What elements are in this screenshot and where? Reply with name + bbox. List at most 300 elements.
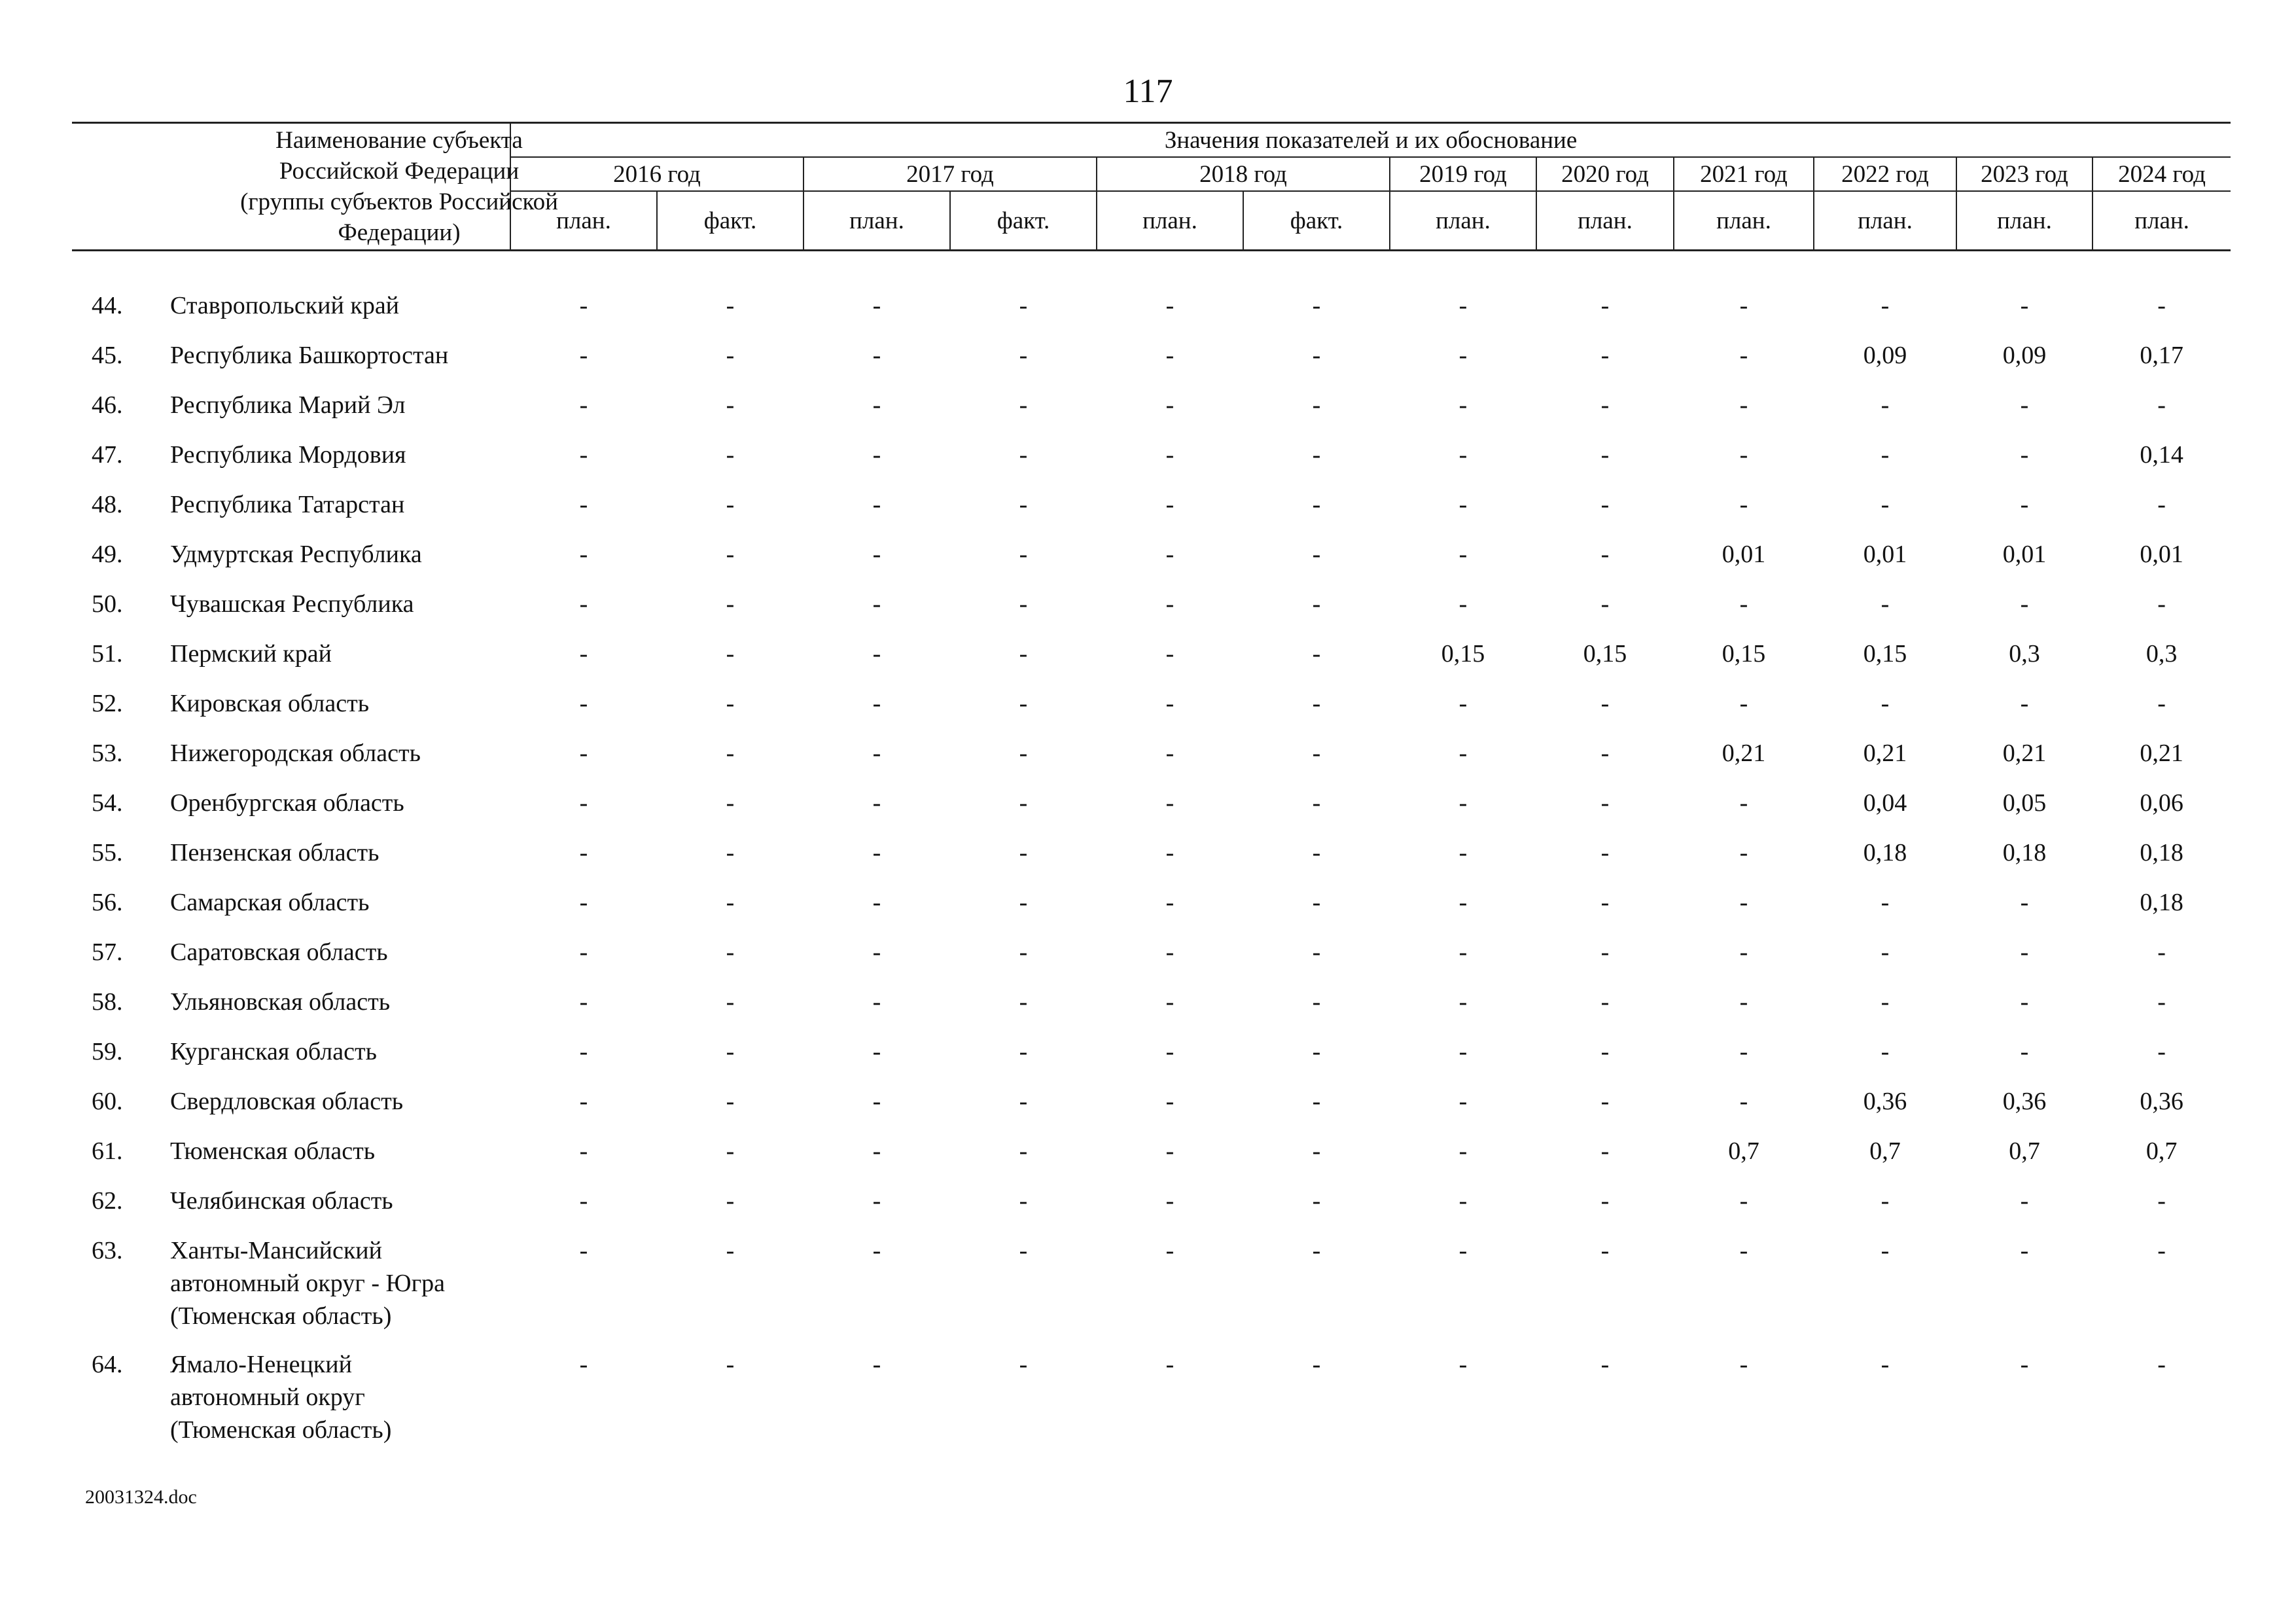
year-header: 2016 год: [510, 157, 804, 191]
plan-header: план.: [510, 191, 657, 251]
value-cell: -: [872, 342, 881, 369]
subject-name: Удмуртская Республика: [170, 541, 422, 568]
value-cell: -: [1312, 1351, 1321, 1378]
value-cell: -: [1881, 1038, 1890, 1065]
value-cell: -: [1312, 1187, 1321, 1215]
value-cell: -: [579, 541, 588, 568]
value-cell: 0,21: [1722, 740, 1766, 767]
value-cell: -: [1600, 1237, 1610, 1264]
value-cell: -: [1019, 391, 1028, 419]
value-cell: 0,14: [2140, 441, 2183, 469]
value-cell: -: [2020, 690, 2029, 717]
subject-name: Самарская область: [170, 889, 370, 916]
table-row: [72, 679, 2231, 729]
value-cell: -: [1312, 839, 1321, 866]
value-cell: -: [872, 1038, 881, 1065]
value-cell: -: [579, 491, 588, 518]
table-row: [72, 381, 2231, 431]
value-cell: 0,7: [2009, 1137, 2040, 1165]
value-cell: 0,21: [1863, 740, 1907, 767]
table-row: [72, 480, 2231, 530]
plan-header: план.: [1956, 191, 2093, 251]
value-cell: -: [1458, 441, 1468, 469]
value-cell: -: [579, 839, 588, 866]
value-cell: -: [1739, 342, 1748, 369]
value-cell: -: [1165, 441, 1174, 469]
value-cell: -: [1881, 1237, 1890, 1264]
value-cell: -: [1458, 1351, 1468, 1378]
value-cell: -: [1739, 839, 1748, 866]
table-row: [72, 829, 2231, 878]
value-cell: -: [1600, 740, 1610, 767]
value-cell: -: [872, 839, 881, 866]
value-cell: -: [872, 938, 881, 966]
value-cell: -: [1739, 988, 1748, 1016]
value-cell: -: [726, 1237, 735, 1264]
value-cell: -: [1312, 441, 1321, 469]
value-cell: -: [726, 690, 735, 717]
value-cell: -: [1312, 342, 1321, 369]
row-number: 45.: [92, 342, 123, 369]
row-number: 53.: [92, 740, 123, 767]
value-cell: -: [1739, 1351, 1748, 1378]
fact-header: факт.: [1243, 191, 1390, 251]
value-cell: -: [1312, 640, 1321, 668]
value-cell: -: [1312, 690, 1321, 717]
value-cell: -: [872, 1351, 881, 1378]
row-number: 48.: [92, 491, 123, 518]
value-cell: -: [579, 391, 588, 419]
value-cell: -: [1312, 789, 1321, 817]
value-cell: -: [1019, 1351, 1028, 1378]
value-cell: -: [1165, 839, 1174, 866]
value-cell: -: [1019, 640, 1028, 668]
value-cell: -: [1165, 740, 1174, 767]
table-row: [72, 1027, 2231, 1077]
row-number: 44.: [92, 292, 123, 319]
value-cell: -: [1019, 889, 1028, 916]
value-cell: 0,3: [2146, 640, 2178, 668]
value-cell: -: [1312, 988, 1321, 1016]
value-cell: 0,09: [2002, 342, 2047, 369]
value-cell: -: [872, 889, 881, 916]
value-cell: 0,18: [2140, 839, 2183, 866]
value-cell: -: [1312, 541, 1321, 568]
value-cell: -: [1600, 988, 1610, 1016]
value-cell: 0,36: [1863, 1088, 1907, 1115]
indicator-table: [72, 122, 2231, 1454]
subject-name: Пермский край: [170, 640, 332, 668]
value-cell: -: [872, 292, 881, 319]
table-row: [72, 729, 2231, 779]
value-cell: -: [726, 441, 735, 469]
value-cell: 0,21: [2140, 740, 2183, 767]
value-cell: -: [579, 590, 588, 618]
value-cell: -: [1600, 839, 1610, 866]
value-cell: -: [2020, 1187, 2029, 1215]
value-cell: -: [1458, 1088, 1468, 1115]
value-cell: -: [1165, 988, 1174, 1016]
value-cell: -: [1458, 1187, 1468, 1215]
values-header: Значения показателей и их обоснование: [510, 123, 2231, 158]
value-cell: -: [726, 789, 735, 817]
value-cell: -: [1739, 1038, 1748, 1065]
table-row: [72, 530, 2231, 580]
value-cell: -: [1458, 789, 1468, 817]
value-cell: 0,01: [1863, 541, 1907, 568]
value-cell: -: [1312, 1088, 1321, 1115]
value-cell: -: [1739, 889, 1748, 916]
plan-header: план.: [2093, 191, 2231, 251]
value-cell: -: [1458, 690, 1468, 717]
table-header: [72, 123, 2231, 251]
value-cell: -: [2020, 1038, 2029, 1065]
value-cell: -: [2157, 690, 2166, 717]
value-cell: -: [1312, 491, 1321, 518]
value-cell: -: [1881, 391, 1890, 419]
value-cell: -: [1881, 292, 1890, 319]
value-cell: -: [1600, 938, 1610, 966]
value-cell: 0,18: [1863, 839, 1907, 866]
plan-header: план.: [804, 191, 950, 251]
year-header: 2019 год: [1390, 157, 1536, 191]
fact-header: факт.: [950, 191, 1097, 251]
subject-name: Ставропольский край: [170, 292, 400, 319]
plan-header: план.: [1674, 191, 1814, 251]
subject-name: Пензенская область: [170, 839, 380, 866]
row-number: 62.: [92, 1187, 123, 1215]
value-cell: 0,01: [2002, 541, 2047, 568]
value-cell: -: [1165, 391, 1174, 419]
value-cell: -: [1600, 541, 1610, 568]
value-cell: -: [1312, 889, 1321, 916]
value-cell: -: [872, 690, 881, 717]
value-cell: -: [1312, 1237, 1321, 1264]
value-cell: -: [2157, 938, 2166, 966]
value-cell: -: [1165, 938, 1174, 966]
value-cell: -: [1312, 292, 1321, 319]
value-cell: 0,7: [1869, 1137, 1901, 1165]
value-cell: -: [1881, 988, 1890, 1016]
table-row: [72, 331, 2231, 381]
subject-name: Республика Марий Эл: [170, 391, 406, 419]
value-cell: -: [1600, 889, 1610, 916]
row-number: 58.: [92, 988, 123, 1016]
value-cell: -: [1312, 590, 1321, 618]
value-cell: -: [2020, 1237, 2029, 1264]
value-cell: -: [1165, 342, 1174, 369]
value-cell: -: [726, 1137, 735, 1165]
value-cell: -: [1165, 1187, 1174, 1215]
plan-header: план.: [1536, 191, 1674, 251]
table-row: [72, 1340, 2231, 1454]
value-cell: -: [726, 889, 735, 916]
value-cell: 0,7: [1728, 1137, 1759, 1165]
row-number: 60.: [92, 1088, 123, 1115]
subject-name: Чувашская Республика: [170, 590, 414, 618]
value-cell: -: [579, 640, 588, 668]
value-cell: -: [1312, 1038, 1321, 1065]
year-header: 2021 год: [1674, 157, 1814, 191]
subject-name: Ханты-Мансийский автономный округ - Югра (Тюменская область): [170, 1237, 446, 1330]
value-cell: -: [726, 839, 735, 866]
value-cell: -: [1881, 1187, 1890, 1215]
value-cell: -: [1458, 292, 1468, 319]
value-cell: 0,15: [1441, 640, 1485, 668]
value-cell: -: [1312, 938, 1321, 966]
value-cell: -: [1458, 1237, 1468, 1264]
value-cell: -: [1019, 839, 1028, 866]
row-number: 57.: [92, 938, 123, 966]
table-row: [72, 1177, 2231, 1226]
row-number: 55.: [92, 839, 123, 866]
year-header: 2024 год: [2093, 157, 2231, 191]
value-cell: -: [1458, 541, 1468, 568]
row-number: 46.: [92, 391, 123, 419]
row-number: 51.: [92, 640, 123, 668]
value-cell: -: [579, 1351, 588, 1378]
value-cell: 0,36: [2002, 1088, 2047, 1115]
value-cell: -: [726, 342, 735, 369]
value-cell: -: [872, 441, 881, 469]
value-cell: -: [872, 789, 881, 817]
value-cell: -: [1019, 1038, 1028, 1065]
value-cell: -: [1458, 491, 1468, 518]
value-cell: -: [1458, 938, 1468, 966]
value-cell: -: [872, 640, 881, 668]
value-cell: -: [1019, 541, 1028, 568]
plan-header: план.: [1390, 191, 1536, 251]
subject-name: Свердловская область: [170, 1088, 404, 1115]
value-cell: -: [726, 938, 735, 966]
page-number: 117: [1123, 73, 1173, 110]
subject-column-header: Наименование субъекта Российской Федерации (группы субъектов Российской Федерации): [72, 123, 510, 251]
value-cell: -: [2020, 590, 2029, 618]
value-cell: -: [2157, 1187, 2166, 1215]
value-cell: -: [1165, 1088, 1174, 1115]
value-cell: -: [1881, 491, 1890, 518]
table-row: [72, 878, 2231, 928]
value-cell: -: [1600, 1187, 1610, 1215]
value-cell: -: [726, 1088, 735, 1115]
year-header: 2018 год: [1097, 157, 1390, 191]
row-number: 61.: [92, 1137, 123, 1165]
value-cell: -: [1881, 889, 1890, 916]
table-row: [72, 779, 2231, 829]
plan-header: план.: [1814, 191, 1956, 251]
value-cell: 0,05: [2002, 789, 2047, 817]
value-cell: 0,15: [1583, 640, 1627, 668]
subject-name: Кировская область: [170, 690, 370, 717]
value-cell: -: [579, 1038, 588, 1065]
value-cell: -: [579, 1187, 588, 1215]
value-cell: -: [1165, 541, 1174, 568]
year-header: 2017 год: [804, 157, 1097, 191]
value-cell: -: [1019, 1137, 1028, 1165]
table-row: [72, 431, 2231, 480]
value-cell: -: [579, 342, 588, 369]
subject-name: Курганская область: [170, 1038, 377, 1065]
value-cell: -: [872, 740, 881, 767]
value-cell: -: [872, 1237, 881, 1264]
value-cell: -: [1019, 590, 1028, 618]
value-cell: -: [1019, 1088, 1028, 1115]
value-cell: -: [726, 590, 735, 618]
table-row: [72, 281, 2231, 331]
value-cell: -: [1312, 391, 1321, 419]
year-header: 2023 год: [1956, 157, 2093, 191]
row-number: 56.: [92, 889, 123, 916]
value-cell: -: [1458, 391, 1468, 419]
table-row: [72, 1127, 2231, 1177]
value-cell: -: [1881, 441, 1890, 469]
value-cell: -: [1019, 342, 1028, 369]
value-cell: -: [1600, 342, 1610, 369]
value-cell: -: [872, 1187, 881, 1215]
value-cell: -: [2020, 292, 2029, 319]
row-number: 54.: [92, 789, 123, 817]
value-cell: -: [2157, 391, 2166, 419]
value-cell: -: [2020, 889, 2029, 916]
value-cell: -: [1165, 1038, 1174, 1065]
fact-header: факт.: [657, 191, 804, 251]
subject-name: Ямало-Ненецкий автономный округ (Тюменская область): [170, 1351, 392, 1444]
value-cell: -: [1019, 938, 1028, 966]
value-cell: -: [1739, 789, 1748, 817]
subject-name: Республика Татарстан: [170, 491, 405, 518]
value-cell: -: [1312, 1137, 1321, 1165]
value-cell: -: [2157, 1237, 2166, 1264]
value-cell: -: [872, 1137, 881, 1165]
value-cell: -: [579, 292, 588, 319]
value-cell: -: [872, 590, 881, 618]
value-cell: -: [1165, 491, 1174, 518]
subject-name: Саратовская область: [170, 938, 388, 966]
value-cell: 0,15: [1722, 640, 1766, 668]
value-cell: -: [2157, 491, 2166, 518]
row-number: 50.: [92, 590, 123, 618]
value-cell: -: [872, 541, 881, 568]
value-cell: 0,01: [2140, 541, 2183, 568]
value-cell: -: [579, 988, 588, 1016]
table-row: [72, 1077, 2231, 1127]
value-cell: -: [1458, 342, 1468, 369]
value-cell: -: [872, 1088, 881, 1115]
value-cell: -: [1165, 690, 1174, 717]
value-cell: -: [1165, 640, 1174, 668]
value-cell: -: [1600, 292, 1610, 319]
value-cell: 0,3: [2009, 640, 2040, 668]
row-number: 64.: [92, 1351, 123, 1378]
value-cell: -: [579, 690, 588, 717]
value-cell: -: [1019, 292, 1028, 319]
table-row: [72, 1226, 2231, 1340]
value-cell: 0,18: [2002, 839, 2047, 866]
value-cell: -: [1165, 292, 1174, 319]
value-cell: -: [1458, 889, 1468, 916]
value-cell: -: [1739, 441, 1748, 469]
value-cell: -: [1739, 690, 1748, 717]
value-cell: -: [2020, 988, 2029, 1016]
value-cell: -: [1600, 1351, 1610, 1378]
value-cell: -: [726, 1187, 735, 1215]
value-cell: -: [726, 292, 735, 319]
value-cell: -: [1600, 1137, 1610, 1165]
value-cell: -: [1600, 1088, 1610, 1115]
value-cell: -: [579, 441, 588, 469]
value-cell: -: [1739, 1088, 1748, 1115]
row-number: 47.: [92, 441, 123, 469]
value-cell: 0,18: [2140, 889, 2183, 916]
value-cell: -: [726, 541, 735, 568]
value-cell: 0,01: [1722, 541, 1766, 568]
value-cell: -: [2020, 441, 2029, 469]
value-cell: -: [1019, 690, 1028, 717]
subject-name: Республика Мордовия: [170, 441, 406, 469]
value-cell: -: [2157, 1351, 2166, 1378]
value-cell: -: [1600, 590, 1610, 618]
value-cell: -: [1458, 988, 1468, 1016]
year-header: 2022 год: [1814, 157, 1956, 191]
value-cell: -: [579, 889, 588, 916]
value-cell: 0,17: [2140, 342, 2183, 369]
value-cell: -: [1739, 1237, 1748, 1264]
table-body: [72, 251, 2231, 1455]
subject-name: Ульяновская область: [170, 988, 391, 1016]
value-cell: -: [1165, 889, 1174, 916]
value-cell: -: [1600, 441, 1610, 469]
value-cell: 0,09: [1863, 342, 1907, 369]
subject-name: Оренбургская область: [170, 789, 404, 817]
value-cell: -: [726, 1038, 735, 1065]
value-cell: -: [1458, 1038, 1468, 1065]
value-cell: -: [1019, 1187, 1028, 1215]
value-cell: -: [1739, 292, 1748, 319]
value-cell: -: [1458, 839, 1468, 866]
value-cell: -: [1739, 391, 1748, 419]
value-cell: -: [2020, 491, 2029, 518]
value-cell: 0,7: [2146, 1137, 2178, 1165]
value-cell: -: [1600, 789, 1610, 817]
row-number: 49.: [92, 541, 123, 568]
subject-name: Республика Башкортостан: [170, 342, 449, 369]
value-cell: -: [2157, 590, 2166, 618]
value-cell: -: [1165, 789, 1174, 817]
value-cell: -: [1312, 740, 1321, 767]
table-row: [72, 928, 2231, 978]
value-cell: -: [579, 1237, 588, 1264]
plan-header: план.: [1097, 191, 1243, 251]
table-row: [72, 580, 2231, 630]
value-cell: -: [1165, 1137, 1174, 1165]
value-cell: -: [579, 938, 588, 966]
value-cell: -: [2020, 1351, 2029, 1378]
value-cell: -: [1739, 590, 1748, 618]
value-cell: -: [1458, 590, 1468, 618]
value-cell: -: [1600, 690, 1610, 717]
value-cell: -: [1165, 1351, 1174, 1378]
value-cell: -: [872, 391, 881, 419]
value-cell: -: [1019, 988, 1028, 1016]
value-cell: -: [2020, 391, 2029, 419]
value-cell: -: [726, 740, 735, 767]
value-cell: 0,21: [2002, 740, 2047, 767]
value-cell: -: [2020, 938, 2029, 966]
value-cell: -: [1019, 441, 1028, 469]
value-cell: 0,06: [2140, 789, 2183, 817]
value-cell: -: [579, 1088, 588, 1115]
value-cell: 0,15: [1863, 640, 1907, 668]
